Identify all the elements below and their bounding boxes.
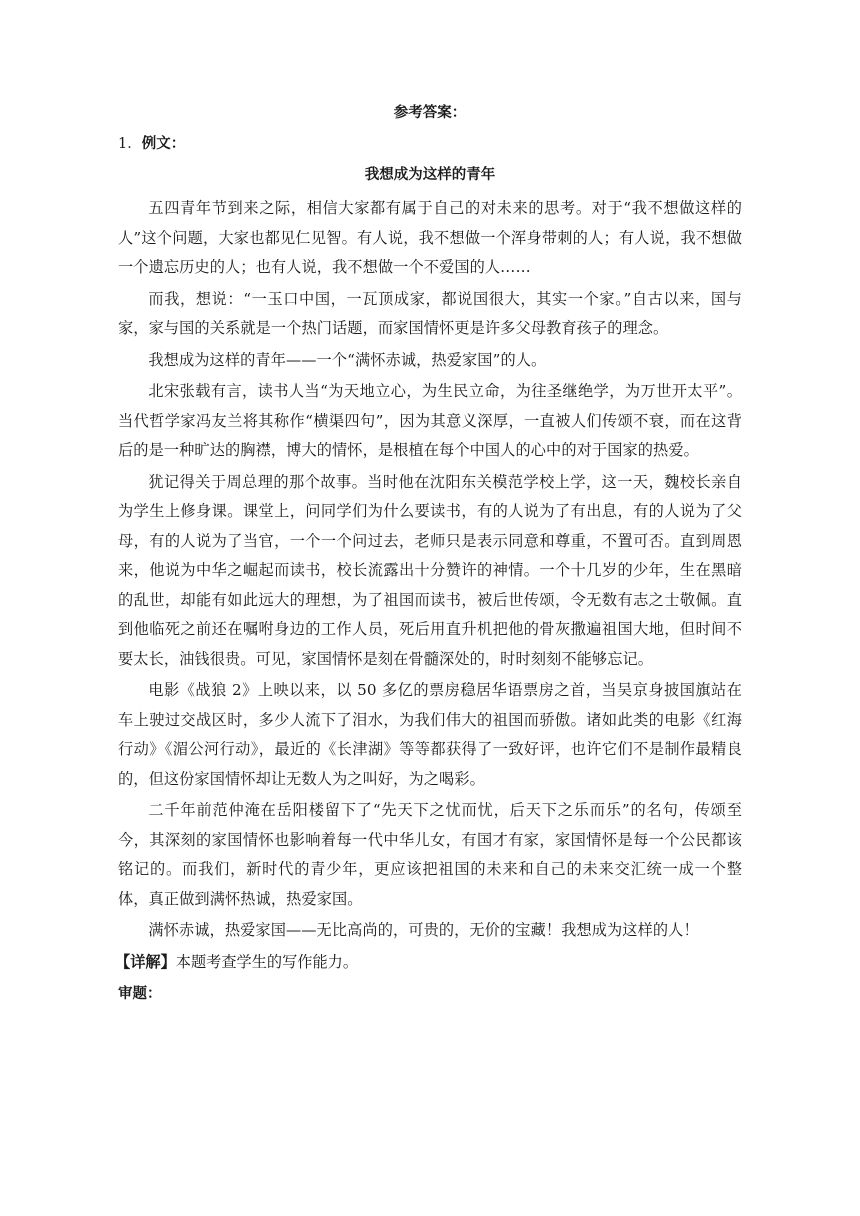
essay-paragraph: 满怀赤诚，热爱家国——无比高尚的，可贵的，无价的宝藏！我想成为这样的人！ [148,921,699,939]
detail-text: 本题考查学生的写作能力。 [175,952,358,971]
document-content [115,103,742,1007]
detail-label: 【详解】 [115,952,176,971]
answer-heading: 参考答案： [393,104,467,121]
essay-paragraph: 二千年前范仲淹在岳阳楼留下了“先天下之忧而忧，后天下之乐而乐”的名句，传颂至今，其深刻的家国情怀也影响着每一代中华儿女，有国才有家，家国情怀是每一个公民都该铭记的。而我们，新时代的青少年，更应该把祖国的未来和自己的未来交汇统一成一个整体，真正做到满怀热诚，热爱家国。 [118,801,742,908]
essay-paragraph: 五四青年节到来之际，相信大家都有属于自己的对未来的思考。对于“我不想做这样的人”这个问题，大家也都见仁见智。有人说，我不想做一个浑身带刺的人；有人说，我不想做一个遗忘历史的人；也有人说，我不想做一个不爱国的人…… [118,199,742,276]
essay-paragraph: 而我，想说：“一玉口中国，一瓦顶成家，都说国很大，其实一个家。”自古以来，国与家，家与国的关系就是一个热门话题，而家国情怀更是许多父母教育孩子的理念。 [118,289,742,337]
review-heading: 审题： [118,985,162,1002]
essay-paragraph: 我想成为这样的青年——一个“满怀赤诚，热爱家国”的人。 [148,350,547,369]
essay-paragraph: 北宋张载有言，读书人当“为天地立心，为生民立命，为往圣继绝学，为万世开太平”。当代哲学家冯友兰将其称作“横渠四句”，因为其意义深厚，一直被人们传颂不衰，而在这背后的是一种旷达的胸襟，博大的情怀，是根植在每个中国人的心中的对于国家的热爱。 [118,382,742,459]
detail-line [115,948,742,978]
question-label: 例文： [141,135,186,152]
essay-paragraph: 电影《战狼 2》上映以来，以 50 多亿的票房稳居华语票房之首，当吴京身披国旗站在车上驶过交战区时，多少人流下了泪水，为我们伟大的祖国而骄傲。诸如此类的电影《红海行动》《湄公河行动》，最近的《长津湖》等等都获得了一致好评，也许它们不是制作最精良的，但这份家国情怀却让无数人为之叫好，为之喝彩。 [118,681,742,788]
question-number: 1． [118,136,142,152]
essay-title: 我想成为这样的青年 [364,166,496,183]
essay-paragraph: 犹记得关于周总理的那个故事。当时他在沈阳东关模范学校上学，这一天，魏校长亲自为学生上修身课。课堂上，问同学们为什么要读书，有的人说为了有出息，有的人说为了父母，有的人说为了当官，一个一个问过去，老师只是表示同意和尊重，不置可否。直到周恩来，他说为中华之崛起而读书，校长流露出十分赞许的神情。一个十几岁的少年，生在黑暗的乱世，却能有如此远大的理想，为了祖国而读书，被后世传颂，令无数有志之士敬佩。直到他临死之前还在嘱咐身边的工作人员，死后用直升机把他的骨灰撒遍祖国大地，但时间不要太长，油钱很贵。可见，家国情怀是刻在骨髓深处的，时时刻刻不能够忘记。 [118,472,742,668]
question-line [118,134,742,154]
